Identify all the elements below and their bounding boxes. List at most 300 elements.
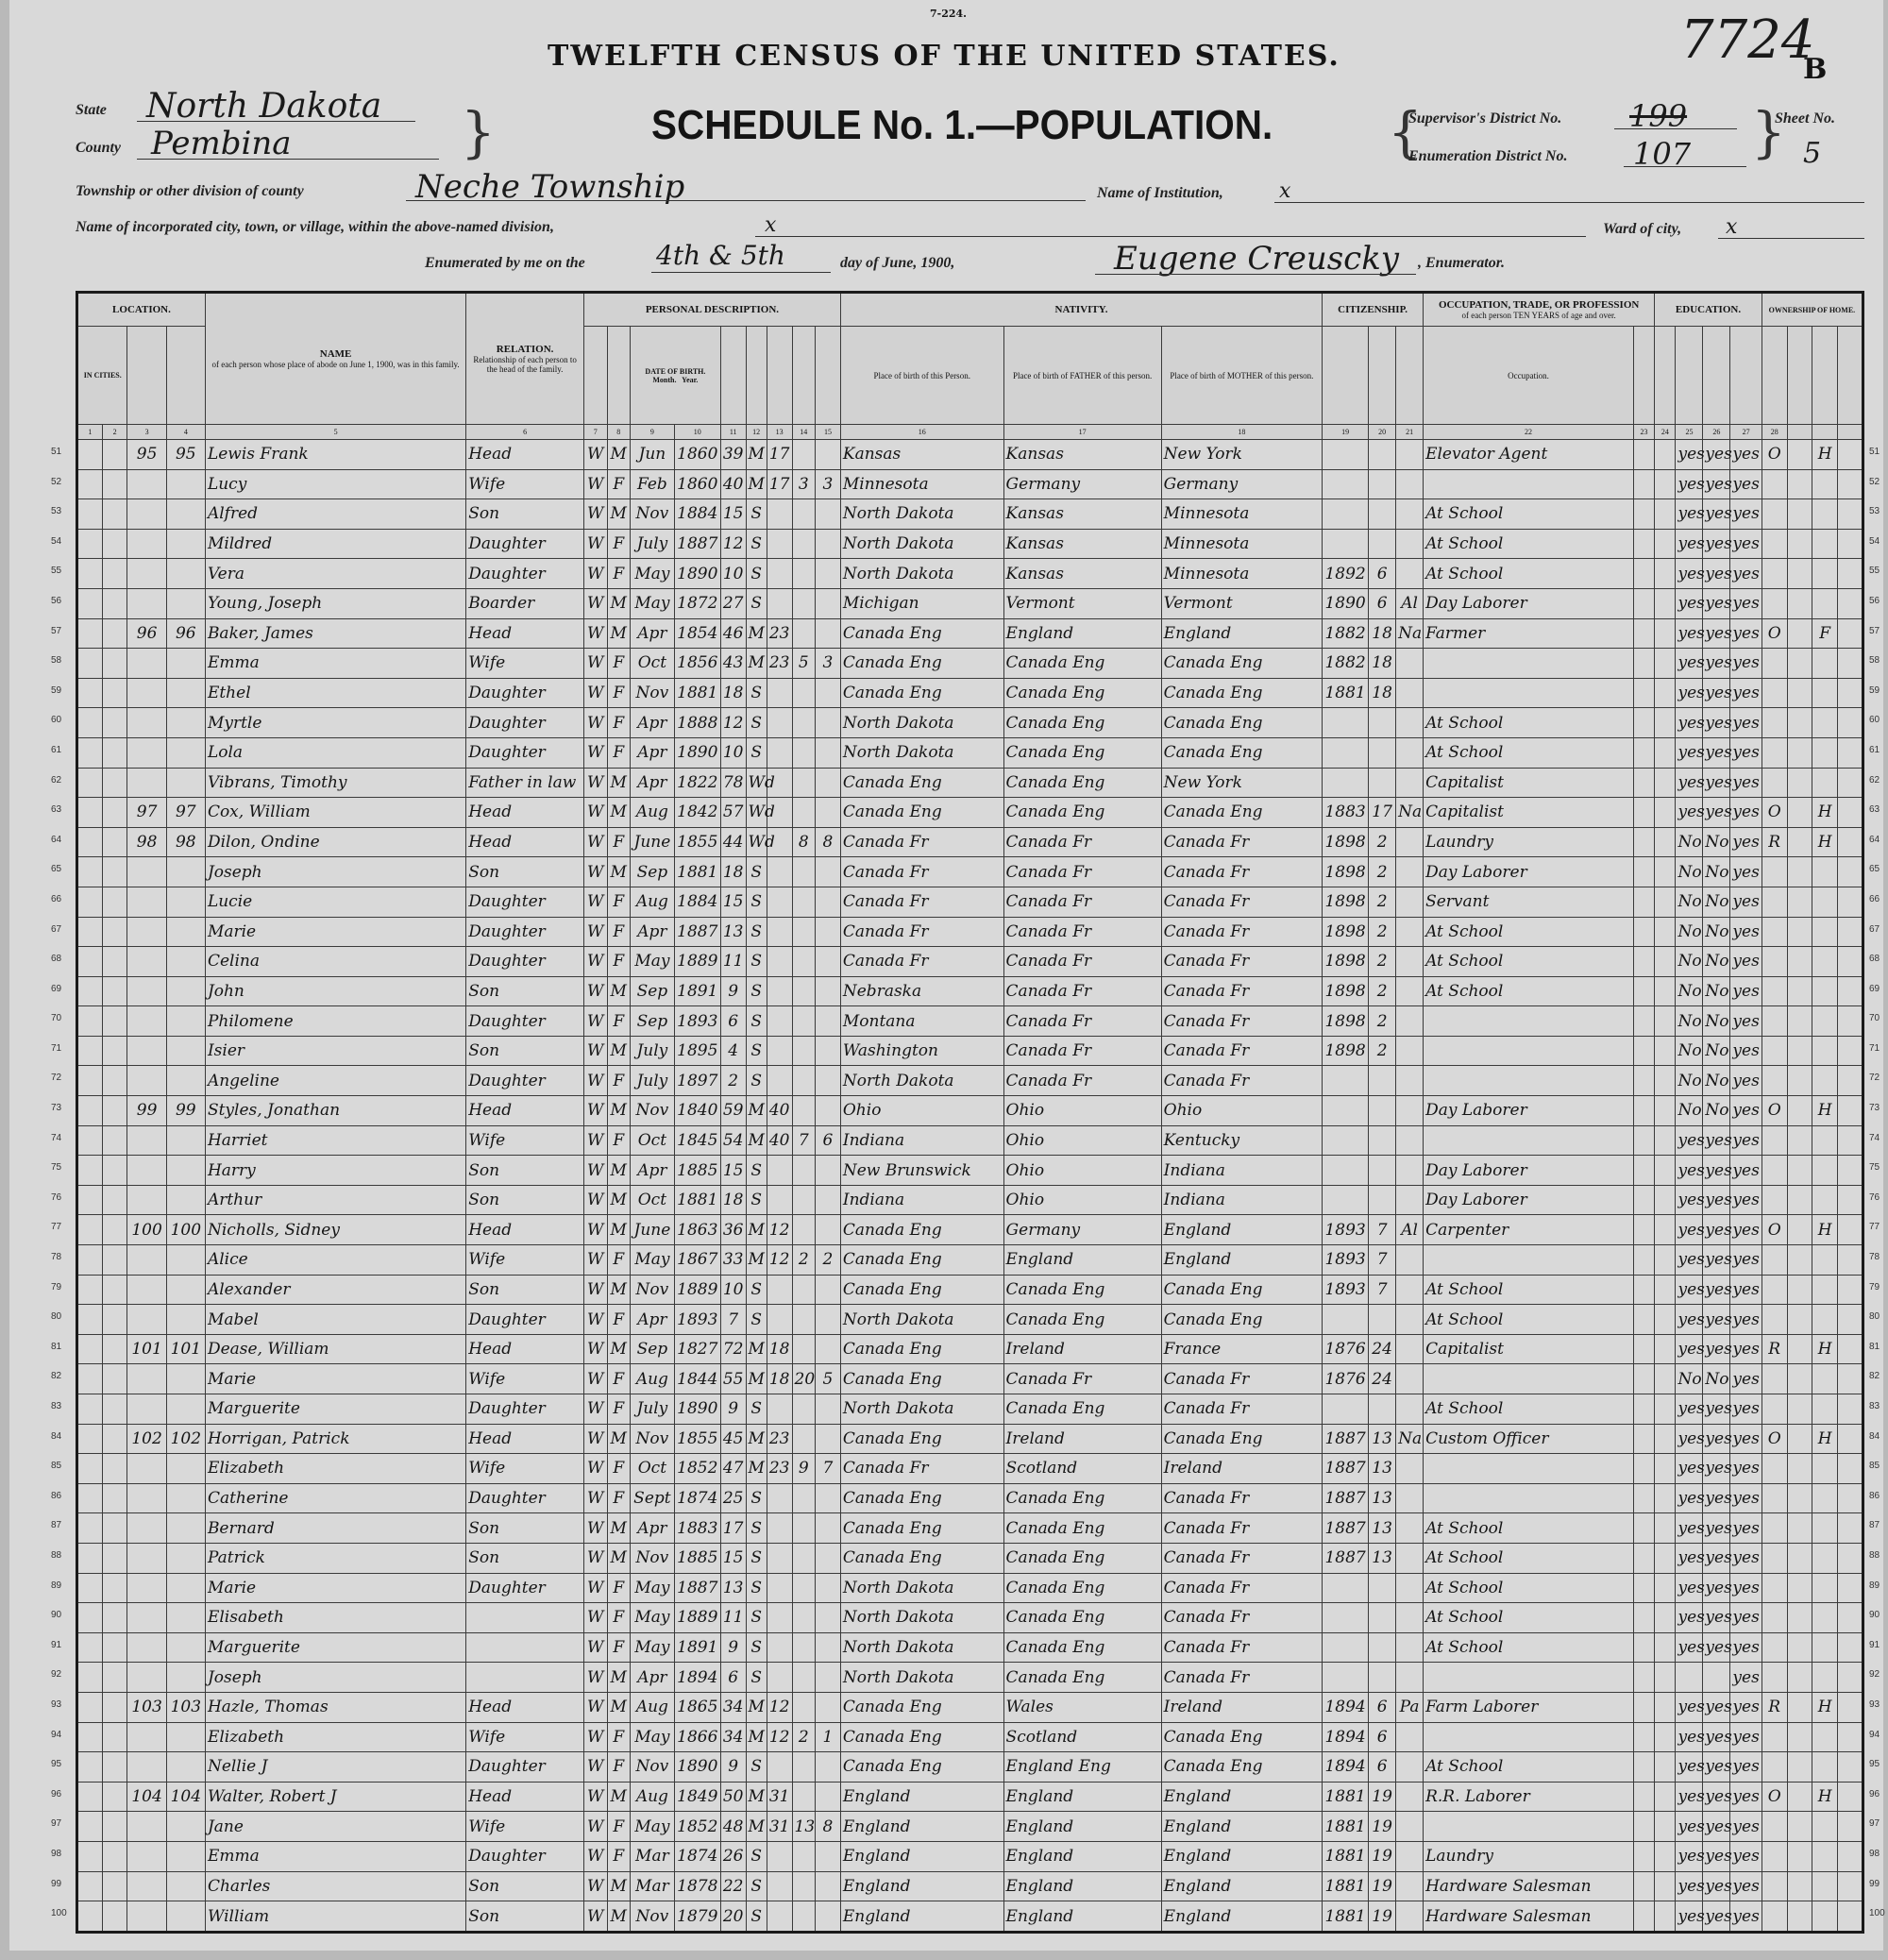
birth-year: 1889	[674, 947, 720, 977]
children-living	[816, 588, 841, 618]
mother-birthplace: France	[1161, 1334, 1322, 1364]
person-name: Marie	[205, 1573, 465, 1603]
form-number: 7-224.	[930, 8, 968, 20]
farm-schedule	[1838, 1156, 1863, 1186]
age: 12	[720, 708, 746, 738]
birth-year: 1865	[674, 1692, 720, 1722]
blank-street	[77, 1663, 103, 1693]
owned-rented	[1762, 976, 1787, 1006]
school-months	[1655, 1096, 1676, 1126]
birth-year: 1874	[674, 1841, 720, 1871]
months-unemployed	[1633, 1692, 1654, 1722]
school-months	[1655, 1812, 1676, 1842]
birth-month: Jun	[631, 440, 675, 470]
col-occ: Occupation.	[1424, 327, 1634, 425]
birth-month: Nov	[631, 1275, 675, 1305]
column-number: 28	[1762, 425, 1787, 440]
farm-schedule	[1838, 618, 1863, 649]
relation: Head	[466, 827, 584, 857]
years-in-us	[1369, 1156, 1396, 1186]
family-number	[166, 976, 205, 1006]
father-birthplace: Vermont	[1003, 588, 1161, 618]
mother-of	[792, 708, 816, 738]
table-row	[77, 499, 1863, 530]
mortgage	[1787, 1812, 1812, 1842]
relation: Daughter	[466, 917, 584, 947]
farm-home	[1812, 529, 1838, 559]
mother-of	[792, 1841, 816, 1871]
can-write: yes	[1703, 588, 1730, 618]
marital-status: M	[746, 649, 767, 679]
age: 46	[720, 618, 746, 649]
color: W	[584, 1334, 608, 1364]
col-relation-sub: Relationship of each person to the head of the family.	[473, 355, 577, 374]
marital-status: S	[746, 529, 767, 559]
farm-home	[1812, 1513, 1838, 1544]
months-unemployed	[1633, 469, 1654, 499]
blank-street	[77, 1036, 103, 1066]
years-in-us	[1369, 1125, 1396, 1156]
immigration-year	[1323, 1305, 1369, 1335]
relation: Son	[466, 1156, 584, 1186]
birth-year: 1888	[674, 708, 720, 738]
occupation: Servant	[1424, 887, 1634, 917]
line-number: 66	[1869, 894, 1880, 904]
father-birthplace: Canada Eng	[1003, 768, 1161, 798]
col-marital	[746, 327, 767, 425]
mother-of	[792, 1543, 816, 1573]
birthplace: Canada Eng	[840, 1424, 1003, 1454]
table-row	[77, 1513, 1863, 1544]
city-value: x	[765, 213, 777, 237]
line-number: 69	[1869, 984, 1880, 994]
line-number: 100	[51, 1908, 67, 1918]
table-row	[77, 1632, 1863, 1663]
mother-birthplace: Canada Fr	[1161, 1632, 1322, 1663]
mother-of	[792, 559, 816, 589]
column-number: 17	[1003, 425, 1161, 440]
person-name: Emma	[205, 649, 465, 679]
line-number: 97	[1869, 1818, 1880, 1829]
ward-label: Ward of city,	[1603, 221, 1682, 237]
can-read: yes	[1676, 1125, 1703, 1156]
birth-year: 1883	[674, 1513, 720, 1544]
mother-of	[792, 887, 816, 917]
school-months	[1655, 976, 1676, 1006]
naturalization	[1396, 768, 1424, 798]
blank-street	[77, 768, 103, 798]
birth-month: Apr	[631, 1156, 675, 1186]
col-location: LOCATION.	[77, 293, 206, 327]
relation: Daughter	[466, 1394, 584, 1425]
relation: Son	[466, 499, 584, 530]
school-months	[1655, 708, 1676, 738]
city-label: Name of incorporated city, town, or village, within the above-named division,	[76, 219, 554, 235]
occupation: Carpenter	[1424, 1215, 1634, 1245]
owned-rented	[1762, 1036, 1787, 1066]
dwelling-number: 102	[127, 1424, 166, 1454]
children-living	[816, 1782, 841, 1812]
age: 43	[720, 649, 746, 679]
farm-schedule	[1838, 1692, 1863, 1722]
can-write: yes	[1703, 1245, 1730, 1276]
relation: Daughter	[466, 559, 584, 589]
naturalization	[1396, 1156, 1424, 1186]
birth-month: May	[631, 588, 675, 618]
table-row	[77, 857, 1863, 887]
occupation	[1424, 1454, 1634, 1484]
birthplace: Canada Eng	[840, 1275, 1003, 1305]
naturalization	[1396, 559, 1424, 589]
farm-schedule	[1838, 1663, 1863, 1693]
family-number	[166, 1483, 205, 1513]
line-number: 87	[51, 1520, 62, 1530]
family-number	[166, 1573, 205, 1603]
birth-month: Oct	[631, 649, 675, 679]
years-married	[767, 947, 792, 977]
marital-status: S	[746, 499, 767, 530]
blank-house	[102, 1305, 127, 1335]
marital-status: M	[746, 618, 767, 649]
father-birthplace: England	[1003, 1841, 1161, 1871]
line-number: 70	[1869, 1013, 1880, 1023]
immigration-year	[1323, 1125, 1369, 1156]
marital-status: M	[746, 1215, 767, 1245]
school-months	[1655, 1632, 1676, 1663]
mother-of	[792, 1573, 816, 1603]
occupation	[1424, 1812, 1634, 1842]
sex: F	[607, 678, 631, 708]
sex: M	[607, 1424, 631, 1454]
immigration-year	[1323, 529, 1369, 559]
years-married	[767, 917, 792, 947]
sex: M	[607, 1663, 631, 1693]
table-row	[77, 1901, 1863, 1933]
marital-status: M	[746, 440, 767, 470]
mother-birthplace: England	[1161, 1871, 1322, 1901]
occupation	[1424, 1663, 1634, 1693]
sex: M	[607, 1543, 631, 1573]
color: W	[584, 1603, 608, 1633]
dwelling-number	[127, 1364, 166, 1394]
birth-year: 1887	[674, 529, 720, 559]
can-read: yes	[1676, 559, 1703, 589]
owned-rented	[1762, 1752, 1787, 1783]
blank-street	[77, 1603, 103, 1633]
owned-rented	[1762, 917, 1787, 947]
years-in-us: 24	[1369, 1364, 1396, 1394]
mortgage	[1787, 1573, 1812, 1603]
mother-of	[792, 798, 816, 828]
can-read: yes	[1676, 618, 1703, 649]
person-name: Marie	[205, 917, 465, 947]
sex: M	[607, 1782, 631, 1812]
can-write: yes	[1703, 1334, 1730, 1364]
column-number: 2	[102, 425, 127, 440]
column-number: 9	[631, 425, 675, 440]
person-name: Jane	[205, 1812, 465, 1842]
mother-birthplace: Canada Eng	[1161, 708, 1322, 738]
months-unemployed	[1633, 1483, 1654, 1513]
children-living	[816, 618, 841, 649]
column-number	[1787, 425, 1812, 440]
occupation: At School	[1424, 1632, 1634, 1663]
children-living	[816, 917, 841, 947]
father-birthplace: Canada Fr	[1003, 976, 1161, 1006]
immigration-year	[1323, 440, 1369, 470]
table-row	[77, 1245, 1863, 1276]
children-living	[816, 1305, 841, 1335]
speaks-english: yes	[1730, 1006, 1762, 1037]
children-living	[816, 768, 841, 798]
family-number	[166, 1663, 205, 1693]
age: 59	[720, 1096, 746, 1126]
age: 33	[720, 1245, 746, 1276]
father-birthplace: Canada Eng	[1003, 1275, 1161, 1305]
farm-home	[1812, 708, 1838, 738]
owned-rented: O	[1762, 798, 1787, 828]
years-in-us: 2	[1369, 917, 1396, 947]
line-number: 99	[51, 1879, 62, 1889]
can-write: yes	[1703, 1305, 1730, 1335]
farm-schedule	[1838, 1215, 1863, 1245]
dwelling-number	[127, 1752, 166, 1783]
birth-year: 1879	[674, 1901, 720, 1933]
relation: Son	[466, 857, 584, 887]
line-number: 53	[1869, 506, 1880, 516]
birthplace: North Dakota	[840, 708, 1003, 738]
col-pob-mother: Place of birth of MOTHER of this person.	[1161, 327, 1322, 425]
years-married: 12	[767, 1692, 792, 1722]
family-number	[166, 857, 205, 887]
can-read: No	[1676, 1364, 1703, 1394]
owned-rented	[1762, 1066, 1787, 1096]
children-living: 3	[816, 469, 841, 499]
table-row	[77, 1215, 1863, 1245]
speaks-english: yes	[1730, 1483, 1762, 1513]
line-number: 55	[1869, 566, 1880, 576]
school-months	[1655, 499, 1676, 530]
line-number: 56	[51, 596, 62, 606]
age: 13	[720, 1573, 746, 1603]
line-number: 58	[1869, 655, 1880, 666]
farm-schedule	[1838, 1543, 1863, 1573]
marital-status: S	[746, 678, 767, 708]
line-number: 53	[51, 506, 62, 516]
occupation: Hardware Salesman	[1424, 1901, 1634, 1933]
months-unemployed	[1633, 1156, 1654, 1186]
person-name: Styles, Jonathan	[205, 1096, 465, 1126]
blank-street	[77, 857, 103, 887]
mother-birthplace: England	[1161, 1901, 1322, 1933]
table-row	[77, 588, 1863, 618]
birth-year: 1893	[674, 1006, 720, 1037]
blank-street	[77, 1454, 103, 1484]
marital-status: M	[746, 1782, 767, 1812]
children-living	[816, 947, 841, 977]
birth-month: Sep	[631, 857, 675, 887]
immigration-year	[1323, 768, 1369, 798]
speaks-english: yes	[1730, 1632, 1762, 1663]
farm-home	[1812, 1185, 1838, 1215]
years-married: 23	[767, 1424, 792, 1454]
dwelling-number	[127, 1513, 166, 1544]
blank-street	[77, 887, 103, 917]
dwelling-number	[127, 1632, 166, 1663]
enumerator-label: , Enumerator.	[1418, 255, 1506, 271]
age: 18	[720, 857, 746, 887]
owned-rented	[1762, 1245, 1787, 1276]
school-months	[1655, 1722, 1676, 1752]
school-months	[1655, 737, 1676, 768]
color: W	[584, 1066, 608, 1096]
can-write: No	[1703, 827, 1730, 857]
years-married	[767, 1305, 792, 1335]
color: W	[584, 1454, 608, 1484]
birth-year: 1849	[674, 1782, 720, 1812]
naturalization	[1396, 440, 1424, 470]
father-birthplace: Canada Fr	[1003, 917, 1161, 947]
farm-schedule	[1838, 1752, 1863, 1783]
birthplace: Canada Eng	[840, 1513, 1003, 1544]
years-married	[767, 1841, 792, 1871]
marital-status: S	[746, 1185, 767, 1215]
age: 15	[720, 499, 746, 530]
birth-month: May	[631, 947, 675, 977]
birthplace: Canada Fr	[840, 1454, 1003, 1484]
mother-birthplace: Canada Eng	[1161, 1722, 1322, 1752]
col-immigration	[1323, 327, 1369, 425]
can-write	[1703, 1663, 1730, 1693]
can-write: yes	[1703, 469, 1730, 499]
years-married	[767, 678, 792, 708]
marital-status: S	[746, 1394, 767, 1425]
birth-month: Nov	[631, 1096, 675, 1126]
age: 54	[720, 1125, 746, 1156]
birth-year: 1881	[674, 857, 720, 887]
col-dwelling	[127, 327, 166, 425]
color: W	[584, 827, 608, 857]
age: 17	[720, 1513, 746, 1544]
relation: Father in law	[466, 768, 584, 798]
father-birthplace: Kansas	[1003, 529, 1161, 559]
immigration-year	[1323, 1185, 1369, 1215]
col-farm	[1812, 327, 1838, 425]
mother-of	[792, 1066, 816, 1096]
mother-of	[792, 1394, 816, 1425]
speaks-english: yes	[1730, 618, 1762, 649]
mortgage	[1787, 678, 1812, 708]
can-write: yes	[1703, 1841, 1730, 1871]
person-name: Lola	[205, 737, 465, 768]
blank-house	[102, 798, 127, 828]
mother-birthplace: Canada Eng	[1161, 1752, 1322, 1783]
farm-home: H	[1812, 1424, 1838, 1454]
color: W	[584, 1185, 608, 1215]
table-row	[77, 559, 1863, 589]
immigration-year: 1887	[1323, 1543, 1369, 1573]
immigration-year: 1893	[1323, 1245, 1369, 1276]
months-unemployed	[1633, 559, 1654, 589]
father-birthplace: Kansas	[1003, 559, 1161, 589]
school-months	[1655, 1334, 1676, 1364]
naturalization	[1396, 1036, 1424, 1066]
children-living: 7	[816, 1454, 841, 1484]
farm-home	[1812, 1722, 1838, 1752]
mother-birthplace: Canada Eng	[1161, 1305, 1322, 1335]
can-read: yes	[1676, 1871, 1703, 1901]
dwelling-number	[127, 1722, 166, 1752]
father-birthplace: Canada Eng	[1003, 649, 1161, 679]
can-read: yes	[1676, 1513, 1703, 1544]
years-in-us	[1369, 1305, 1396, 1335]
farm-schedule	[1838, 1424, 1863, 1454]
years-in-us	[1369, 1394, 1396, 1425]
months-unemployed	[1633, 1752, 1654, 1783]
mother-of	[792, 1036, 816, 1066]
speaks-english: yes	[1730, 1215, 1762, 1245]
person-name: Catherine	[205, 1483, 465, 1513]
birth-month: Aug	[631, 1692, 675, 1722]
marital-status: S	[746, 1275, 767, 1305]
birthplace: Canada Eng	[840, 768, 1003, 798]
school-months	[1655, 798, 1676, 828]
school-months	[1655, 440, 1676, 470]
farm-schedule	[1838, 708, 1863, 738]
sex: M	[607, 1692, 631, 1722]
color: W	[584, 1692, 608, 1722]
dwelling-number	[127, 976, 166, 1006]
farm-home: H	[1812, 1692, 1838, 1722]
table-row	[77, 1722, 1863, 1752]
age: 20	[720, 1901, 746, 1933]
farm-schedule	[1838, 1006, 1863, 1037]
years-in-us	[1369, 737, 1396, 768]
speaks-english: yes	[1730, 440, 1762, 470]
relation: Daughter	[466, 1573, 584, 1603]
mortgage	[1787, 1245, 1812, 1276]
can-write: No	[1703, 1006, 1730, 1037]
speaks-english: yes	[1730, 1245, 1762, 1276]
age: 6	[720, 1006, 746, 1037]
person-name: Elizabeth	[205, 1454, 465, 1484]
age: 15	[720, 1543, 746, 1573]
line-number: 92	[51, 1669, 62, 1680]
table-row	[77, 1454, 1863, 1484]
children-living	[816, 1036, 841, 1066]
birth-year: 1894	[674, 1663, 720, 1693]
can-read: yes	[1676, 1394, 1703, 1425]
mother-of: 3	[792, 469, 816, 499]
sex: M	[607, 1156, 631, 1186]
months-unemployed	[1633, 1722, 1654, 1752]
relation: Son	[466, 1036, 584, 1066]
mother-birthplace: Canada Fr	[1161, 1513, 1322, 1544]
years-married	[767, 737, 792, 768]
table-row	[77, 529, 1863, 559]
farm-home: H	[1812, 827, 1838, 857]
owned-rented	[1762, 1454, 1787, 1484]
person-name: Hazle, Thomas	[205, 1692, 465, 1722]
years-married: 40	[767, 1096, 792, 1126]
mother-of: 20	[792, 1364, 816, 1394]
birth-year: 1884	[674, 499, 720, 530]
can-read: yes	[1676, 1334, 1703, 1364]
naturalization	[1396, 1483, 1424, 1513]
can-write: yes	[1703, 1871, 1730, 1901]
column-number: 26	[1703, 425, 1730, 440]
population-table	[76, 291, 1864, 1934]
